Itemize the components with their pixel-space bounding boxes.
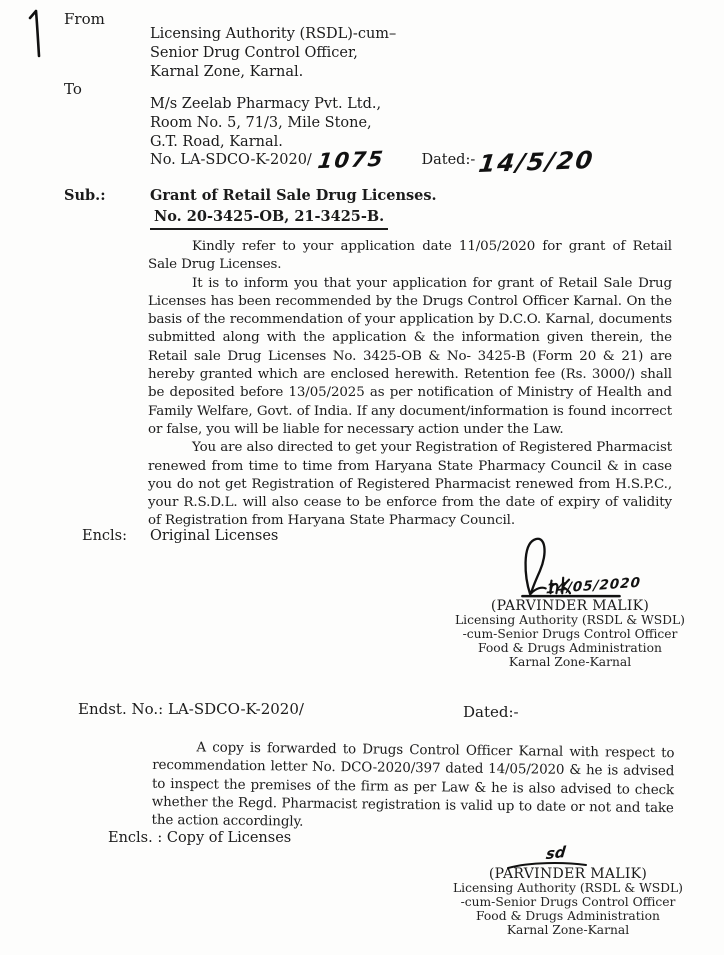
signatory-title-line: Karnal Zone-Karnal	[508, 654, 632, 669]
from-label: From	[64, 10, 105, 28]
letter-body	[148, 238, 672, 531]
signatory-name: (PARVINDER MALIK)	[490, 598, 650, 614]
to-address	[150, 95, 381, 152]
from-address-line: Licensing Authority (RSDL)-cum–	[150, 26, 397, 42]
enclosures-label: Encls:	[82, 528, 128, 544]
to-address-line: M/s Zeelab Pharmacy Pvt. Ltd.,	[150, 96, 382, 112]
paragraph-1: Kindly refer to your application date 11/05/2020 for grant of Retail Sale Drug Licenses.	[148, 239, 672, 273]
dated-handwritten: 14/5/20	[477, 146, 597, 178]
signatory-title-line: Food & Drugs Administration	[476, 908, 660, 923]
signatory-title-line: -cum-Senior Drugs Control Officer	[460, 894, 676, 909]
signature-block-2	[448, 842, 688, 938]
signatory-title-line: -cum-Senior Drugs Control Officer	[462, 626, 678, 641]
paragraph-3: You are also directed to get your Registration of Registered Pharmacist renewed from time to time from Haryana State Pharmacy Council & in case you do not get Registration of Registered Pharmacist renewed from H.S.P.C., your R.S.D.L. will also cease to be enforce from the date of expiry of validity of Registration from Haryana State Pharmacy Council.	[148, 440, 672, 529]
copy-forward-section	[151, 739, 674, 837]
to-address-line: G.T. Road, Karnal.	[150, 134, 283, 150]
enclosures2-label: Encls. :	[108, 830, 163, 846]
subject-block	[150, 185, 437, 230]
endst-number-label: Endst. No.: LA-SDCO-K-2020/	[78, 700, 304, 718]
signatory-title-line: Licensing Authority (RSDL & WSDL)	[453, 881, 683, 895]
ref-number-handwritten: 1075	[316, 146, 386, 174]
paragraph-4: A copy is forwarded to Drugs Control Officer Karnal with respect to recommendation letter No. DCO-2020/397 dated 14/05/2020 & he is advised to inspect the premises of the firm as per Law & he is also advised to check whether the Regd. Pharmacist registration is valid up to date or not and take the action accordingly.	[151, 740, 675, 830]
dated-label: Dated:-	[421, 152, 476, 168]
reference-line	[150, 146, 597, 178]
signatory-name: (PARVINDER MALIK)	[488, 866, 648, 882]
enclosures2-line	[108, 830, 291, 846]
enclosures-value: Original Licenses	[150, 528, 279, 544]
enclosures2-value: Copy of Licenses	[166, 830, 292, 846]
subject-label: Sub.:	[64, 187, 106, 204]
signature-date-handwritten: 14/05/2020	[545, 574, 642, 598]
sd-underline-icon	[506, 860, 588, 870]
to-address-line: Room No. 5, 71/3, Mile Stone,	[150, 115, 372, 131]
from-address	[150, 25, 396, 82]
handwritten-page-number-icon	[26, 6, 52, 62]
ref-number-label: No. LA-SDCO-K-2020/	[150, 152, 312, 168]
subject-title: Grant of Retail Sale Drug Licenses.	[150, 187, 437, 204]
sd-mark-wrap	[448, 842, 688, 866]
endst-dated-label: Dated:-	[463, 703, 519, 721]
sd-mark-handwritten: sd	[545, 842, 567, 864]
to-label: To	[64, 80, 82, 98]
paragraph-2: It is to inform you that your application for grant of Retail Sale Drug Licenses has been recommended by the Drugs Control Officer Karnal. On the basis of the recommendation of your application by D.C.O. Karnal, documents submitted along with the application & the information given therein, the Retail sale Drug Licenses No. 3425-OB & No- 3425-B (Form 20 & 21) are hereby granted which are enclosed herewith. Retention fee (Rs. 3000/) shall be deposited before 13/05/2025 as per notification of Ministry of Health and Family Welfare, Govt. of India. If any document/information is found incorrect or false, you will be liable for necessary action under the Law.	[148, 275, 672, 437]
signature-block-1	[450, 534, 690, 670]
subject-license-numbers: No. 20-3425-OB, 21-3425-B.	[150, 206, 388, 230]
from-address-line: Senior Drug Control Officer,	[150, 45, 358, 61]
signatory-title-line: Food & Drugs Administration	[478, 640, 662, 655]
signatory-title-line: Licensing Authority (RSDL & WSDL)	[455, 613, 685, 627]
signatory-title-line: Karnal Zone-Karnal	[506, 922, 630, 937]
from-address-line: Karnal Zone, Karnal.	[150, 64, 304, 80]
